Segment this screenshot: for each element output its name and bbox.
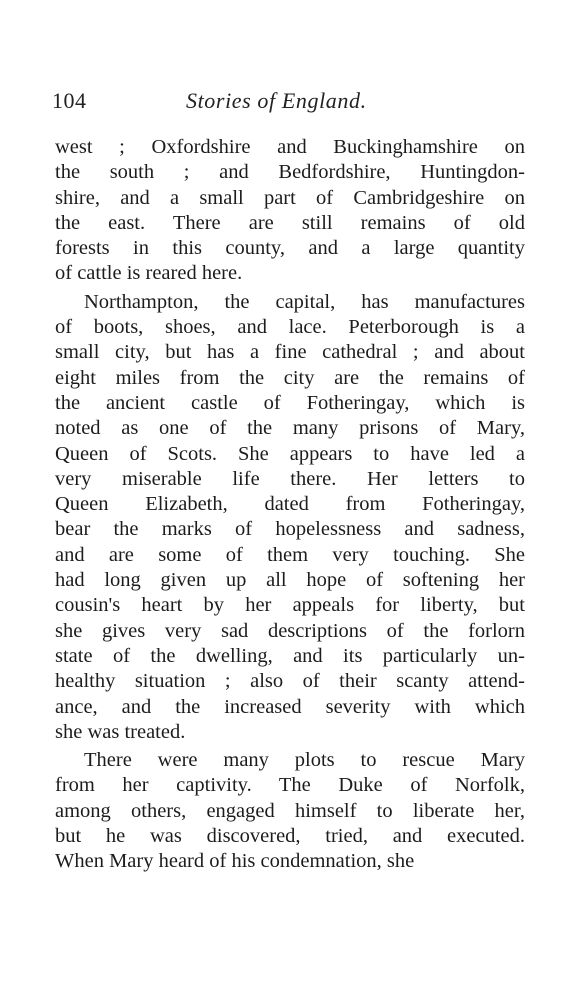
- paragraph: [55, 135, 525, 287]
- paragraph: [55, 290, 525, 745]
- text-line: she was treated.: [55, 720, 186, 743]
- text-line: among others, engaged himself to liberate her,: [55, 799, 525, 822]
- text-line: state of the dwelling, and its particularly un-: [55, 644, 525, 667]
- running-title: Stories of England.: [186, 88, 367, 113]
- text-line: healthy situation ; also of their scanty attend-: [55, 670, 525, 693]
- text-line: There were many plots to rescue Mary: [84, 749, 525, 772]
- text-line: the ancient castle of Fotheringay, which is: [55, 391, 525, 414]
- text-line: but he was discovered, tried, and executed.: [55, 825, 525, 848]
- text-line: small city, but has a fine cathedral ; and about: [55, 341, 525, 364]
- text-line: from her captivity. The Duke of Norfolk,: [55, 774, 525, 797]
- text-line: eight miles from the city are the remains of: [55, 366, 525, 389]
- text-line: of boots, shoes, and lace. Peterborough is a: [55, 316, 525, 339]
- text-line: bear the marks of hopelessness and sadness,: [55, 518, 525, 541]
- body-text: [55, 135, 525, 875]
- text-line: the south ; and Bedfordshire, Huntingdon-: [55, 161, 525, 184]
- text-line: forests in this county, and a large quantity: [55, 237, 525, 260]
- text-line: very miserable life there. Her letters to: [55, 467, 525, 490]
- text-line: and are some of them very touching. She: [55, 543, 525, 566]
- text-line: she gives very sad descriptions of the forlorn: [55, 619, 525, 642]
- paragraph: [55, 748, 525, 874]
- text-line: cousin's heart by her appeals for liberty, but: [55, 594, 525, 617]
- page-number: 104: [52, 88, 87, 113]
- text-line: Queen of Scots. She appears to have led a: [55, 442, 525, 465]
- text-line: of cattle is reared here.: [55, 262, 243, 285]
- text-line: shire, and a small part of Cambridgeshire on: [55, 186, 525, 209]
- text-line: Northampton, the capital, has manufactures: [84, 290, 525, 313]
- text-line: ance, and the increased severity with which: [55, 695, 525, 718]
- text-line: west ; Oxfordshire and Buckinghamshire on: [55, 136, 525, 158]
- running-head: [52, 88, 522, 122]
- text-line: had long given up all hope of softening her: [55, 569, 525, 592]
- text-line: the east. There are still remains of old: [55, 211, 525, 234]
- text-line: Queen Elizabeth, dated from Fotheringay,: [55, 493, 525, 516]
- text-line: noted as one of the many prisons of Mary,: [55, 417, 525, 440]
- text-line: When Mary heard of his condemnation, she: [55, 850, 415, 873]
